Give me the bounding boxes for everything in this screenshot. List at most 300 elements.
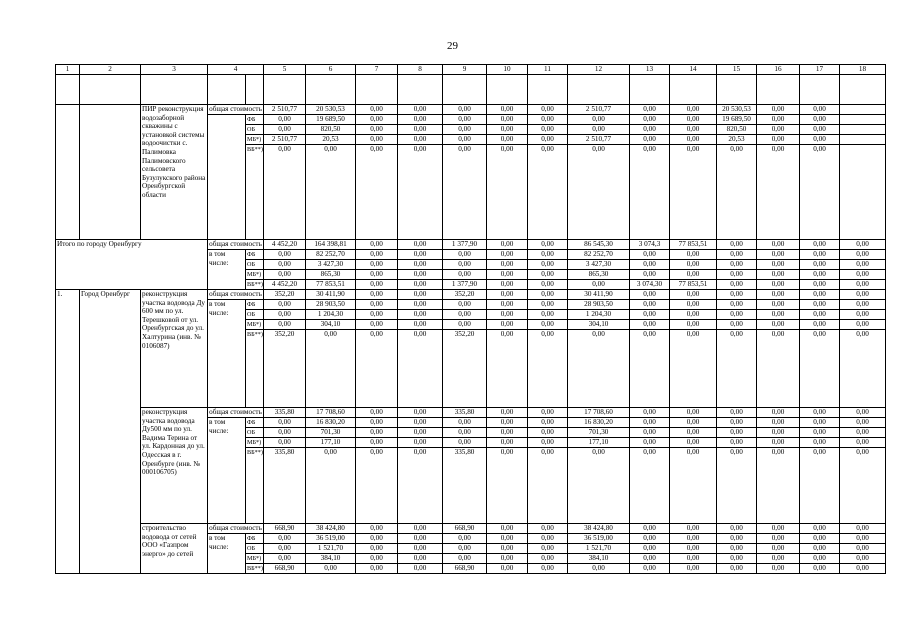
value-cell: 0,00 xyxy=(717,250,757,260)
value-cell: 0,00 xyxy=(757,330,800,408)
project-description: строительство водовода от сетей ООО «Газпром энерго» до сетей xyxy=(141,524,208,574)
value-cell: 19 689,50 xyxy=(306,115,356,125)
value-cell: 0,00 xyxy=(443,534,487,544)
empty-cell xyxy=(840,115,886,125)
value-cell: 0,00 xyxy=(568,145,630,240)
value-cell: 0,00 xyxy=(840,554,886,564)
value-cell: 0,00 xyxy=(528,320,568,330)
value-cell: 0,00 xyxy=(398,260,443,270)
column-header: 9 xyxy=(443,65,487,75)
value-cell: 0,00 xyxy=(630,428,670,438)
value-cell: 0,00 xyxy=(443,135,487,145)
header-row xyxy=(56,65,886,75)
value-cell: 0,00 xyxy=(398,408,443,418)
value-cell: 0,00 xyxy=(630,438,670,448)
value-cell: 865,30 xyxy=(568,270,630,280)
value-cell: 0,00 xyxy=(356,260,398,270)
value-cell: 0,00 xyxy=(800,448,840,524)
value-cell: 0,00 xyxy=(800,270,840,280)
value-cell: 0,00 xyxy=(528,115,568,125)
value-cell: 0,00 xyxy=(568,125,630,135)
value-cell: 0,00 xyxy=(528,310,568,320)
value-cell: 82 252,70 xyxy=(306,250,356,260)
value-cell: 384,10 xyxy=(568,554,630,564)
column-header: 17 xyxy=(800,65,840,75)
value-cell: 0,00 xyxy=(670,115,717,125)
value-cell: 0,00 xyxy=(840,418,886,428)
value-cell: 177,10 xyxy=(306,438,356,448)
value-cell: 0,00 xyxy=(757,438,800,448)
value-cell: 0,00 xyxy=(840,544,886,554)
value-cell: 0,00 xyxy=(840,250,886,260)
value-cell: 0,00 xyxy=(757,280,800,290)
value-cell: 0,00 xyxy=(487,240,528,250)
value-cell: 0,00 xyxy=(264,310,306,320)
fund-label: ВБ**) xyxy=(246,145,264,240)
empty-cell xyxy=(717,75,757,105)
value-cell: 352,20 xyxy=(443,330,487,408)
value-cell: 0,00 xyxy=(398,310,443,320)
value-cell: 0,00 xyxy=(840,280,886,290)
column-header: 5 xyxy=(264,65,306,75)
value-cell: 0,00 xyxy=(840,240,886,250)
value-cell: 0,00 xyxy=(717,260,757,270)
value-cell: 0,00 xyxy=(800,428,840,438)
total-label: общая стоимость xyxy=(209,524,262,532)
value-cell: 0,00 xyxy=(670,145,717,240)
value-cell: 0,00 xyxy=(800,240,840,250)
empty-cell xyxy=(487,75,528,105)
value-cell: 0,00 xyxy=(443,300,487,310)
value-cell: 0,00 xyxy=(757,145,800,240)
value-cell: 0,00 xyxy=(356,240,398,250)
value-cell: 16 830,20 xyxy=(568,418,630,428)
value-cell: 0,00 xyxy=(757,105,800,115)
value-cell: 2 510,77 xyxy=(568,105,630,115)
value-cell: 0,00 xyxy=(717,534,757,544)
value-cell: 668,90 xyxy=(443,524,487,534)
value-cell: 0,00 xyxy=(840,290,886,300)
value-cell: 0,00 xyxy=(398,428,443,438)
value-cell: 701,30 xyxy=(568,428,630,438)
value-cell: 36 519,00 xyxy=(568,534,630,544)
value-cell: 0,00 xyxy=(398,270,443,280)
value-cell: 0,00 xyxy=(757,564,800,574)
value-cell: 0,00 xyxy=(717,428,757,438)
value-cell: 668,90 xyxy=(264,524,306,534)
value-cell: 0,00 xyxy=(800,105,840,115)
value-cell: 0,00 xyxy=(443,260,487,270)
incl-label: в том числе: xyxy=(208,418,246,524)
value-cell: 0,00 xyxy=(840,564,886,574)
value-cell: 0,00 xyxy=(717,300,757,310)
empty-cell xyxy=(840,125,886,135)
empty-cell xyxy=(840,75,886,105)
empty-cell xyxy=(264,75,306,105)
value-cell: 0,00 xyxy=(800,330,840,408)
value-cell: 20,53 xyxy=(717,135,757,145)
value-cell: 0,00 xyxy=(670,428,717,438)
value-cell: 0,00 xyxy=(398,125,443,135)
value-cell: 0,00 xyxy=(800,135,840,145)
empty-cell xyxy=(398,75,443,105)
value-cell: 0,00 xyxy=(528,418,568,428)
value-cell: 352,20 xyxy=(443,290,487,300)
value-cell: 335,80 xyxy=(443,408,487,418)
empty-cell xyxy=(568,75,630,105)
value-cell: 0,00 xyxy=(528,300,568,310)
column-header: 18 xyxy=(840,65,886,75)
value-cell: 0,00 xyxy=(443,105,487,115)
value-cell: 30 411,90 xyxy=(568,290,630,300)
value-cell: 0,00 xyxy=(800,300,840,310)
value-cell: 0,00 xyxy=(630,408,670,418)
column-header: 12 xyxy=(568,65,630,75)
value-cell: 0,00 xyxy=(840,320,886,330)
value-cell: 0,00 xyxy=(528,448,568,524)
value-cell: 0,00 xyxy=(356,280,398,290)
table-row xyxy=(56,75,886,105)
value-cell: 164 398,81 xyxy=(306,240,356,250)
column-header: 13 xyxy=(630,65,670,75)
value-cell: 0,00 xyxy=(840,260,886,270)
table-row xyxy=(56,524,886,534)
value-cell: 0,00 xyxy=(264,320,306,330)
value-cell: 0,00 xyxy=(630,418,670,428)
empty-cell xyxy=(840,145,886,240)
value-cell: 0,00 xyxy=(264,115,306,125)
value-cell: 0,00 xyxy=(398,300,443,310)
incl-label: в том числе: xyxy=(208,534,246,574)
value-cell: 0,00 xyxy=(670,270,717,280)
value-cell: 0,00 xyxy=(528,544,568,554)
project-description: реконструкция участка водовода Ду 600 мм по ул. Терешковой от ул. Оренбургская до ул. Халтурина (инв. № 0106087) xyxy=(141,290,208,408)
value-cell: 0,00 xyxy=(528,270,568,280)
value-cell: 17 708,60 xyxy=(568,408,630,418)
incl-label: в том числе: xyxy=(208,300,246,408)
value-cell: 1 521,70 xyxy=(568,544,630,554)
value-cell: 0,00 xyxy=(800,145,840,240)
value-cell: 352,20 xyxy=(264,290,306,300)
value-cell: 0,00 xyxy=(670,554,717,564)
value-cell: 0,00 xyxy=(568,330,630,408)
value-cell: 0,00 xyxy=(630,564,670,574)
value-cell: 0,00 xyxy=(398,105,443,115)
empty-cell xyxy=(443,75,487,105)
empty-cell xyxy=(528,75,568,105)
value-cell: 0,00 xyxy=(264,300,306,310)
value-cell: 0,00 xyxy=(717,320,757,330)
value-cell: 0,00 xyxy=(398,115,443,125)
value-cell: 0,00 xyxy=(487,524,528,534)
value-cell: 0,00 xyxy=(356,408,398,418)
value-cell: 0,00 xyxy=(356,270,398,280)
value-cell: 177,10 xyxy=(568,438,630,448)
value-cell: 0,00 xyxy=(356,310,398,320)
value-cell: 0,00 xyxy=(264,125,306,135)
value-cell: 0,00 xyxy=(264,544,306,554)
value-cell: 0,00 xyxy=(356,554,398,564)
value-cell: 0,00 xyxy=(487,564,528,574)
value-cell: 0,00 xyxy=(800,125,840,135)
value-cell: 0,00 xyxy=(717,408,757,418)
value-cell: 0,00 xyxy=(670,310,717,320)
value-cell: 0,00 xyxy=(264,250,306,260)
empty-cell xyxy=(246,75,264,105)
value-cell: 0,00 xyxy=(487,330,528,408)
location-name: Город Оренбург xyxy=(80,290,141,574)
value-cell: 0,00 xyxy=(717,240,757,250)
value-cell: 0,00 xyxy=(487,310,528,320)
value-cell: 0,00 xyxy=(487,408,528,418)
value-cell: 0,00 xyxy=(528,105,568,115)
value-cell: 0,00 xyxy=(717,290,757,300)
value-cell: 0,00 xyxy=(630,330,670,408)
value-cell: 0,00 xyxy=(630,320,670,330)
value-cell: 0,00 xyxy=(443,145,487,240)
value-cell: 0,00 xyxy=(800,544,840,554)
value-cell: 0,00 xyxy=(630,250,670,260)
value-cell: 0,00 xyxy=(356,125,398,135)
value-cell: 0,00 xyxy=(528,534,568,544)
value-cell: 0,00 xyxy=(630,135,670,145)
value-cell: 2 510,77 xyxy=(568,135,630,145)
value-cell: 0,00 xyxy=(670,260,717,270)
row-number: 1. xyxy=(56,290,80,574)
value-cell: 0,00 xyxy=(264,270,306,280)
value-cell: 0,00 xyxy=(757,260,800,270)
value-cell: 0,00 xyxy=(487,418,528,428)
value-cell: 0,00 xyxy=(568,564,630,574)
value-cell: 3 074,30 xyxy=(630,280,670,290)
value-cell: 1 377,90 xyxy=(443,240,487,250)
value-cell: 0,00 xyxy=(443,310,487,320)
value-cell: 0,00 xyxy=(398,554,443,564)
value-cell: 0,00 xyxy=(717,544,757,554)
value-cell: 0,00 xyxy=(487,428,528,438)
value-cell: 304,10 xyxy=(568,320,630,330)
value-cell: 0,00 xyxy=(800,320,840,330)
value-cell: 0,00 xyxy=(840,330,886,408)
fund-label: МБ*) xyxy=(246,135,264,145)
value-cell: 0,00 xyxy=(757,115,800,125)
value-cell: 0,00 xyxy=(800,438,840,448)
total-label: общая стоимость xyxy=(209,408,262,416)
value-cell: 0,00 xyxy=(356,438,398,448)
fund-label: МБ*) xyxy=(246,438,264,448)
total-label: общая стоимость xyxy=(209,240,262,248)
value-cell: 0,00 xyxy=(487,554,528,564)
value-cell: 1 521,70 xyxy=(306,544,356,554)
value-cell: 0,00 xyxy=(757,135,800,145)
value-cell: 0,00 xyxy=(487,135,528,145)
value-cell: 0,00 xyxy=(670,418,717,428)
value-cell: 0,00 xyxy=(487,260,528,270)
value-cell: 0,00 xyxy=(443,554,487,564)
value-cell: 0,00 xyxy=(528,524,568,534)
value-cell: 0,00 xyxy=(630,310,670,320)
table-row xyxy=(56,408,886,418)
value-cell: 2 510,77 xyxy=(264,135,306,145)
value-cell: 17 708,60 xyxy=(306,408,356,418)
value-cell: 0,00 xyxy=(264,428,306,438)
value-cell: 0,00 xyxy=(264,418,306,428)
value-cell: 820,50 xyxy=(306,125,356,135)
value-cell: 0,00 xyxy=(717,270,757,280)
empty-cell xyxy=(356,75,398,105)
value-cell: 0,00 xyxy=(398,534,443,544)
fund-label: ФБ xyxy=(246,418,264,428)
value-cell: 0,00 xyxy=(757,448,800,524)
value-cell: 0,00 xyxy=(757,428,800,438)
value-cell: 0,00 xyxy=(356,418,398,428)
value-cell: 0,00 xyxy=(264,534,306,544)
value-cell: 1 204,30 xyxy=(306,310,356,320)
empty-cell xyxy=(670,75,717,105)
value-cell: 0,00 xyxy=(356,330,398,408)
budget-table xyxy=(55,64,886,574)
column-header: 7 xyxy=(356,65,398,75)
incl-label: в том числе: xyxy=(208,250,246,290)
value-cell: 0,00 xyxy=(398,240,443,250)
value-cell: 335,80 xyxy=(264,448,306,524)
value-cell: 0,00 xyxy=(487,438,528,448)
value-cell: 0,00 xyxy=(487,115,528,125)
value-cell: 0,00 xyxy=(670,524,717,534)
value-cell: 19 689,50 xyxy=(717,115,757,125)
value-cell: 0,00 xyxy=(528,564,568,574)
value-cell: 0,00 xyxy=(487,448,528,524)
value-cell: 0,00 xyxy=(717,330,757,408)
value-cell: 0,00 xyxy=(443,438,487,448)
value-cell: 0,00 xyxy=(800,310,840,320)
value-cell: 0,00 xyxy=(528,250,568,260)
value-cell: 0,00 xyxy=(487,280,528,290)
value-cell: 0,00 xyxy=(398,524,443,534)
fund-label: ФБ xyxy=(246,300,264,310)
value-cell: 0,00 xyxy=(717,145,757,240)
value-cell: 0,00 xyxy=(398,135,443,145)
value-cell: 0,00 xyxy=(757,240,800,250)
value-cell: 0,00 xyxy=(306,145,356,240)
value-cell: 0,00 xyxy=(398,280,443,290)
column-header: 16 xyxy=(757,65,800,75)
incl-label xyxy=(208,115,246,240)
fund-label: ОБ xyxy=(246,260,264,270)
value-cell: 0,00 xyxy=(356,135,398,145)
value-cell: 865,30 xyxy=(306,270,356,280)
value-cell: 0,00 xyxy=(487,145,528,240)
value-cell: 0,00 xyxy=(528,408,568,418)
value-cell: 0,00 xyxy=(717,554,757,564)
value-cell: 384,10 xyxy=(306,554,356,564)
value-cell: 0,00 xyxy=(630,544,670,554)
value-cell: 0,00 xyxy=(717,418,757,428)
value-cell: 0,00 xyxy=(757,290,800,300)
column-header: 10 xyxy=(487,65,528,75)
value-cell: 0,00 xyxy=(800,290,840,300)
column-header: 3 xyxy=(141,65,208,75)
value-cell: 3 074,3 xyxy=(630,240,670,250)
value-cell: 0,00 xyxy=(487,105,528,115)
column-header: 15 xyxy=(717,65,757,75)
value-cell: 0,00 xyxy=(264,145,306,240)
value-cell: 0,00 xyxy=(306,448,356,524)
column-header: 11 xyxy=(528,65,568,75)
value-cell: 0,00 xyxy=(398,330,443,408)
value-cell: 0,00 xyxy=(840,448,886,524)
value-cell: 0,00 xyxy=(717,448,757,524)
value-cell: 335,80 xyxy=(443,448,487,524)
value-cell: 0,00 xyxy=(670,534,717,544)
value-cell: 30 411,90 xyxy=(306,290,356,300)
project-description: реконструкция участка водовода Ду500 мм по ул. Вадима Терина от ул. Кардонная до ул. Одесская в г. Оренбурге (инв. № 000106705) xyxy=(141,408,208,524)
value-cell: 86 545,30 xyxy=(568,240,630,250)
value-cell: 0,00 xyxy=(630,448,670,524)
value-cell: 335,80 xyxy=(264,408,306,418)
value-cell: 0,00 xyxy=(356,115,398,125)
value-cell: 0,00 xyxy=(717,524,757,534)
value-cell: 0,00 xyxy=(670,290,717,300)
empty-cell xyxy=(800,75,840,105)
value-cell: 0,00 xyxy=(528,135,568,145)
value-cell: 0,00 xyxy=(840,310,886,320)
value-cell: 0,00 xyxy=(487,270,528,280)
value-cell: 0,00 xyxy=(356,534,398,544)
value-cell: 0,00 xyxy=(717,280,757,290)
fund-label: ФБ xyxy=(246,534,264,544)
value-cell: 0,00 xyxy=(757,310,800,320)
column-header: 14 xyxy=(670,65,717,75)
value-cell: 0,00 xyxy=(630,524,670,534)
value-cell: 0,00 xyxy=(800,564,840,574)
value-cell: 0,00 xyxy=(630,115,670,125)
value-cell: 0,00 xyxy=(630,260,670,270)
value-cell: 0,00 xyxy=(757,250,800,260)
value-cell: 0,00 xyxy=(306,330,356,408)
column-header: 4 xyxy=(208,65,264,75)
value-cell: 0,00 xyxy=(670,105,717,115)
value-cell: 0,00 xyxy=(528,125,568,135)
value-cell: 38 424,80 xyxy=(306,524,356,534)
value-cell: 0,00 xyxy=(568,448,630,524)
value-cell: 0,00 xyxy=(800,250,840,260)
value-cell: 0,00 xyxy=(670,544,717,554)
value-cell: 0,00 xyxy=(528,330,568,408)
value-cell: 0,00 xyxy=(840,408,886,418)
page-number: 29 xyxy=(447,40,458,52)
value-cell: 0,00 xyxy=(757,544,800,554)
value-cell: 668,90 xyxy=(443,564,487,574)
value-cell: 3 427,30 xyxy=(306,260,356,270)
value-cell: 0,00 xyxy=(670,300,717,310)
value-cell: 0,00 xyxy=(757,125,800,135)
value-cell: 0,00 xyxy=(528,280,568,290)
value-cell: 82 252,70 xyxy=(568,250,630,260)
value-cell: 0,00 xyxy=(528,145,568,240)
value-cell: 0,00 xyxy=(264,260,306,270)
value-cell: 0,00 xyxy=(528,554,568,564)
table-row xyxy=(56,105,886,115)
value-cell: 0,00 xyxy=(264,438,306,448)
fund-label: ФБ xyxy=(246,115,264,125)
value-cell: 0,00 xyxy=(487,534,528,544)
value-cell: 0,00 xyxy=(670,320,717,330)
value-cell: 0,00 xyxy=(356,300,398,310)
value-cell: 701,30 xyxy=(306,428,356,438)
value-cell: 0,00 xyxy=(630,290,670,300)
value-cell: 0,00 xyxy=(717,438,757,448)
